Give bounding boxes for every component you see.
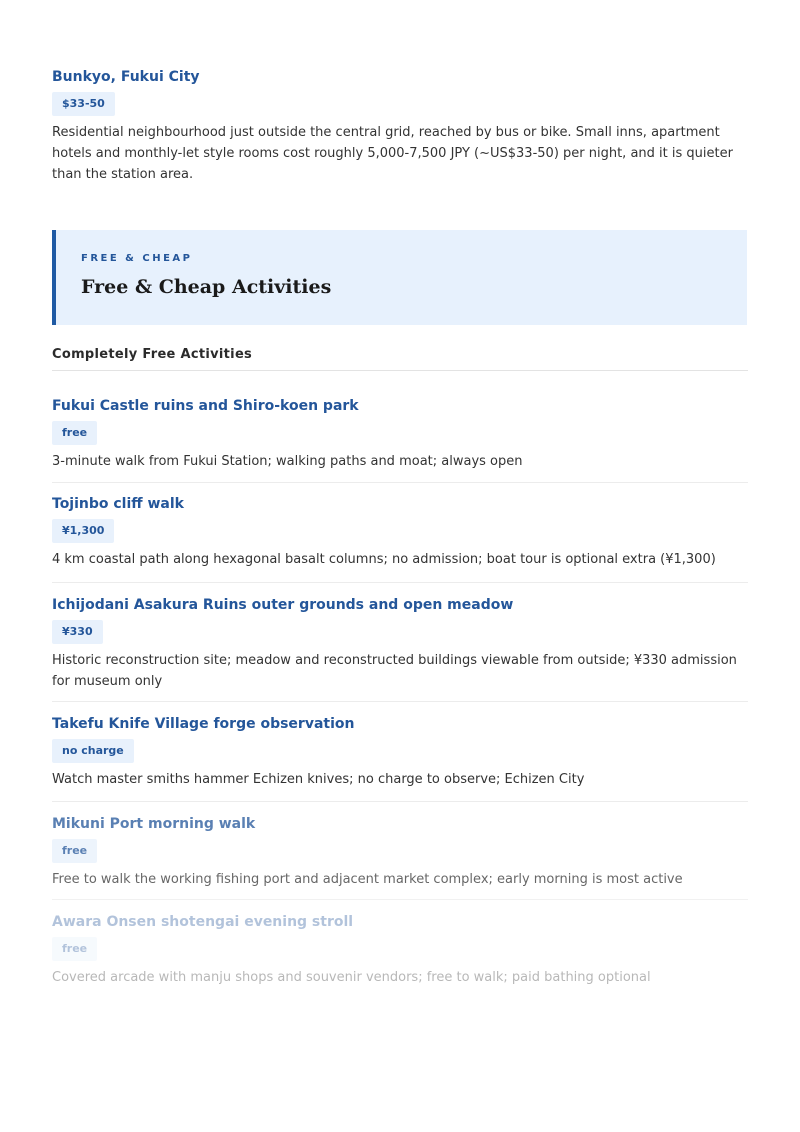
activity-title[interactable]: Awara Onsen shotengai evening stroll <box>52 914 354 930</box>
activity-badge: free <box>52 839 97 863</box>
subheading: Completely Free Activities <box>52 347 748 371</box>
activity-badge: free <box>52 937 97 961</box>
activity-description: 3-minute walk from Fukui Station; walking paths and moat; always open <box>52 454 523 469</box>
activity-title[interactable]: Tojinbo cliff walk <box>52 496 184 512</box>
activity-item <box>52 483 748 583</box>
activity-badge: ¥1,300 <box>52 519 114 543</box>
activity-item <box>52 900 748 1000</box>
section-eyebrow: FREE & CHEAP <box>81 253 193 264</box>
lodging-entry <box>52 66 748 185</box>
activity-description: Watch master smiths hammer Echizen knives; no charge to observe; Echizen City <box>52 772 585 787</box>
activity-description: 4 km coastal path along hexagonal basalt columns; no admission; boat tour is optional extra (¥1,300) <box>52 552 716 567</box>
lodging-title[interactable]: Bunkyo, Fukui City <box>52 69 200 85</box>
activity-list <box>52 395 748 1000</box>
activity-title[interactable]: Fukui Castle ruins and Shiro-koen park <box>52 398 359 414</box>
activity-title[interactable]: Takefu Knife Village forge observation <box>52 716 355 732</box>
price-badge: $33-50 <box>52 92 115 116</box>
activity-badge: no charge <box>52 739 134 763</box>
activity-item <box>52 802 748 900</box>
activity-description: Free to walk the working fishing port and adjacent market complex; early morning is most active <box>52 872 683 887</box>
activity-description: Covered arcade with manju shops and souvenir vendors; free to walk; paid bathing optional <box>52 970 651 985</box>
lodging-description: Residential neighbourhood just outside the central grid, reached by bus or bike. Small inns, apartment hotels and monthly-let style rooms cost roughly 5,000-7,500 JPY (~US$33-50) per night, and it is quieter than the station area. <box>52 125 733 182</box>
activity-title[interactable]: Ichijodani Asakura Ruins outer grounds and open meadow <box>52 597 514 613</box>
activity-title[interactable]: Mikuni Port morning walk <box>52 816 256 832</box>
activity-item <box>52 583 748 702</box>
section-title: Free & Cheap Activities <box>81 276 332 298</box>
activity-badge: ¥330 <box>52 620 103 644</box>
activity-badge: free <box>52 421 97 445</box>
section-callout <box>52 230 747 325</box>
activity-item <box>52 702 748 802</box>
activity-item <box>52 395 748 483</box>
activity-description: Historic reconstruction site; meadow and reconstructed buildings viewable from outside; ¥330 admission for museum only <box>52 653 737 689</box>
